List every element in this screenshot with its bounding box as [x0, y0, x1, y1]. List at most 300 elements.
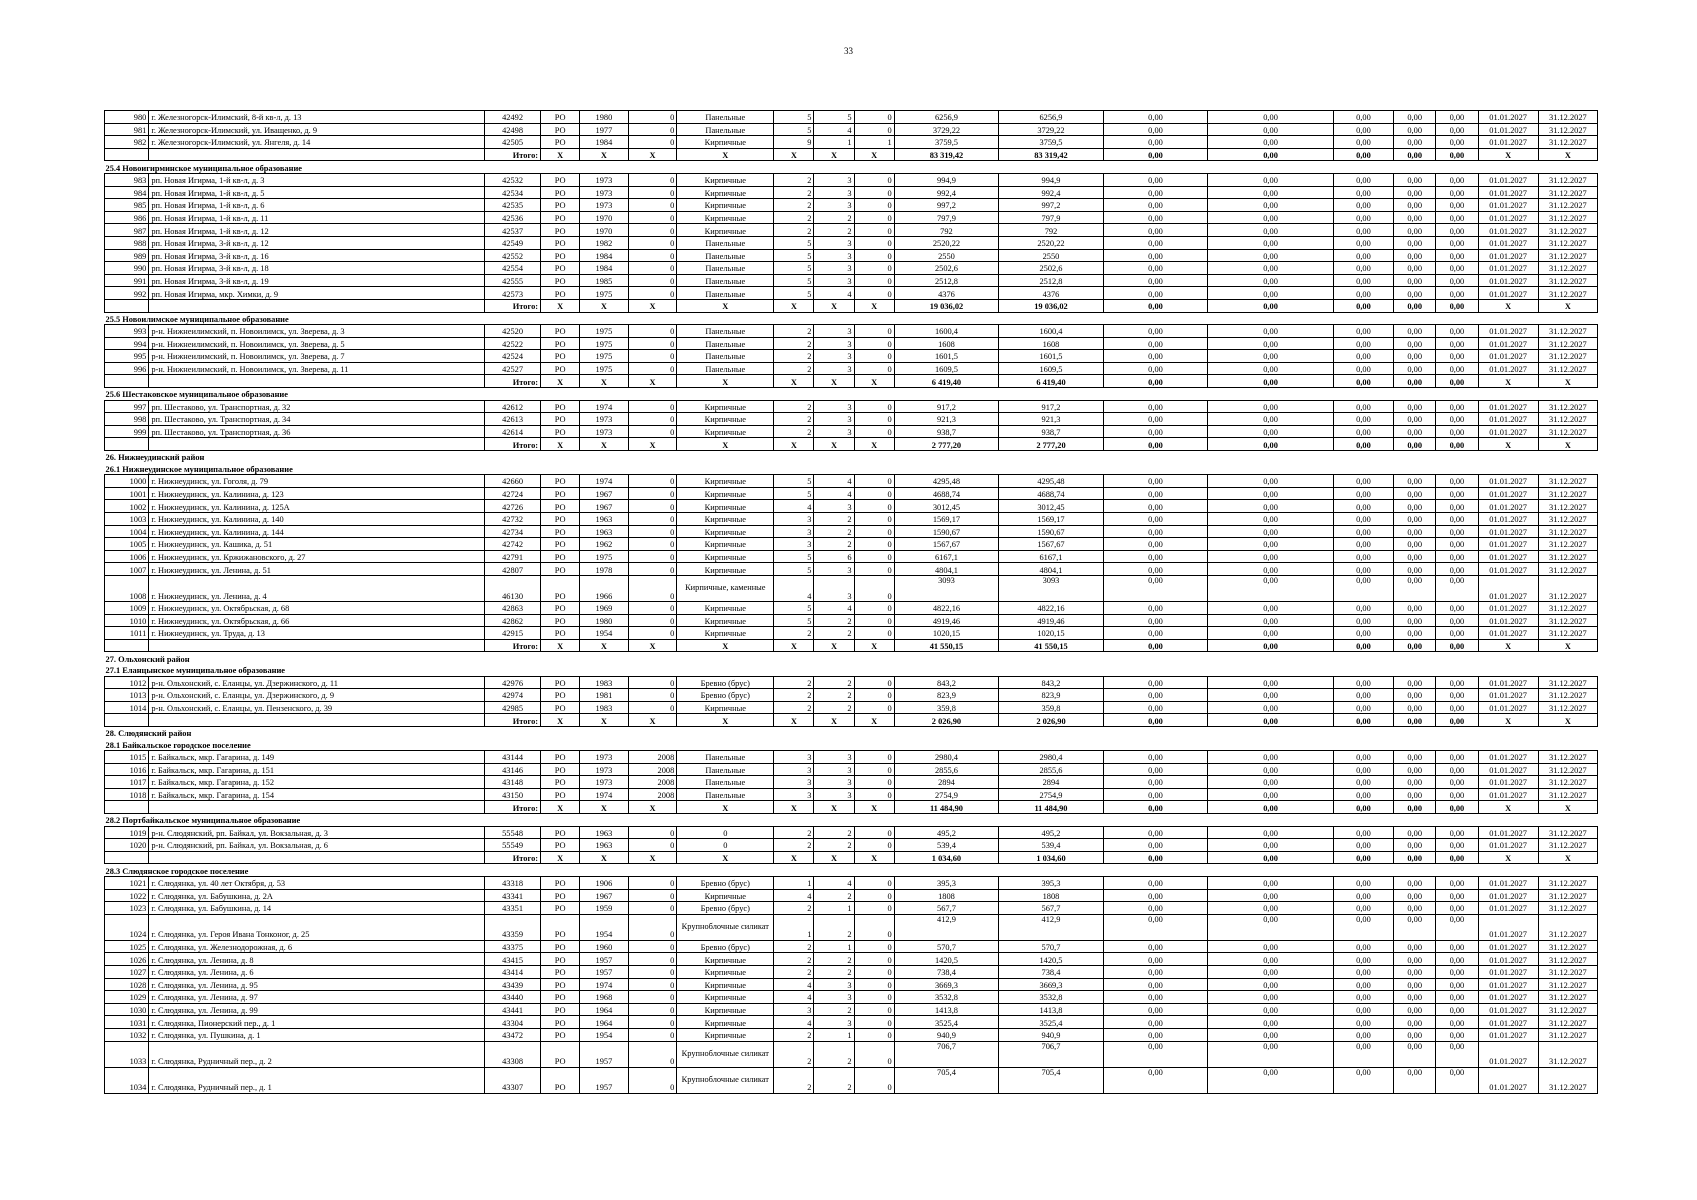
table-cell: 4: [774, 991, 814, 1004]
table-cell: 0,00: [1208, 788, 1334, 801]
table-cell: 0: [854, 287, 894, 300]
table-cell: 0,00: [1394, 186, 1436, 199]
table-cell: 1957: [580, 1041, 629, 1067]
table-cell: 0: [628, 914, 677, 940]
x-mark: Х: [628, 851, 677, 864]
table-row: [105, 614, 1598, 627]
table-cell: 0,00: [1333, 337, 1393, 350]
table-cell: 0,00: [1103, 914, 1208, 940]
table-cell: 0,00: [1436, 475, 1478, 488]
table-cell: 0,00: [1208, 173, 1334, 186]
table-cell: 1969: [580, 601, 629, 614]
table-cell: 1601,5: [894, 350, 999, 363]
table-cell: 0: [628, 538, 677, 551]
table-cell: г. Нижнеудинск, ул. Калинина, д. 144: [149, 525, 485, 538]
x-mark: Х: [1478, 801, 1538, 814]
table-cell: 6: [814, 550, 854, 563]
table-cell: 0,00: [1394, 676, 1436, 689]
table-cell: 1009: [105, 601, 149, 614]
table-cell: 0: [854, 776, 894, 789]
table-cell: г. Нижнеудинск, ул. Калинина, д. 140: [149, 513, 485, 526]
table-row: [105, 236, 1598, 249]
table-cell: 2502,6: [999, 262, 1104, 275]
table-cell: 3012,45: [999, 500, 1104, 513]
table-cell: 42726: [485, 500, 541, 513]
section-header-row: [105, 312, 1598, 325]
x-mark: Х: [541, 375, 580, 388]
table-row: [105, 111, 1598, 124]
table-cell: 0: [854, 788, 894, 801]
table-cell: 0: [628, 978, 677, 991]
table-cell: РО: [541, 689, 580, 702]
table-cell: 0,00: [1394, 877, 1436, 890]
table-cell: Бревно (брус): [677, 689, 774, 702]
table-cell: 0,00: [1103, 877, 1208, 890]
table-cell: 0: [854, 525, 894, 538]
table-cell: 1977: [580, 123, 629, 136]
table-cell: 998: [105, 413, 149, 426]
table-cell: 1970: [580, 224, 629, 237]
table-cell: 0,00: [1333, 325, 1393, 338]
table-cell: 0: [854, 487, 894, 500]
table-cell: 42807: [485, 563, 541, 576]
table-cell: 792: [894, 224, 999, 237]
table-cell: 0,00: [1436, 1016, 1478, 1029]
table-cell: 570,7: [894, 940, 999, 953]
table-cell: 46130: [485, 575, 541, 601]
table-cell: Крупноблочные силикат: [677, 914, 774, 940]
table-cell: 0,00: [1103, 902, 1208, 915]
table-cell: 3669,3: [999, 978, 1104, 991]
table-cell: 0,00: [1394, 627, 1436, 640]
x-mark: Х: [541, 299, 580, 312]
table-cell: 3: [774, 513, 814, 526]
table-cell: РО: [541, 978, 580, 991]
total-value: 0,00: [1333, 375, 1393, 388]
table-cell: 0,00: [1103, 136, 1208, 149]
table-cell: 2894: [999, 776, 1104, 789]
table-cell: 1017: [105, 776, 149, 789]
table-cell: 43304: [485, 1016, 541, 1029]
table-cell: РО: [541, 1028, 580, 1041]
table-cell: 42742: [485, 538, 541, 551]
table-cell: 1981: [580, 689, 629, 702]
table-cell: 0,00: [1208, 776, 1334, 789]
table-cell: 0,00: [1333, 563, 1393, 576]
table-cell: РО: [541, 186, 580, 199]
table-cell: 31.12.2027: [1538, 839, 1597, 852]
x-mark: Х: [541, 438, 580, 451]
table-cell: РО: [541, 224, 580, 237]
table-cell: 1978: [580, 563, 629, 576]
table-cell: 01.01.2027: [1478, 902, 1538, 915]
table-cell: 31.12.2027: [1538, 751, 1597, 764]
table-cell: 42527: [485, 362, 541, 375]
table-cell: 0,00: [1394, 199, 1436, 212]
table-cell: рп. Новая Игирма, 1-й кв-л, д. 3: [149, 173, 485, 186]
total-value: 6 419,40: [999, 375, 1104, 388]
table-cell: Панельные: [677, 751, 774, 764]
total-value: 41 550,15: [999, 639, 1104, 652]
table-cell: 31.12.2027: [1538, 966, 1597, 979]
table-cell: 0: [628, 413, 677, 426]
total-value: 0,00: [1103, 714, 1208, 727]
table-cell: 0,00: [1394, 826, 1436, 839]
table-cell: 0,00: [1333, 627, 1393, 640]
table-cell: 0,00: [1208, 224, 1334, 237]
table-cell: 0: [628, 953, 677, 966]
table-cell: 1022: [105, 889, 149, 902]
table-cell: 0,00: [1208, 953, 1334, 966]
table-cell: 1975: [580, 550, 629, 563]
table-row: [105, 538, 1598, 551]
table-cell: 0: [854, 350, 894, 363]
table-cell: рп. Шестаково, ул. Транспортная, д. 36: [149, 425, 485, 438]
table-cell: 570,7: [999, 940, 1104, 953]
table-cell: 43440: [485, 991, 541, 1004]
table-cell: 2: [774, 1028, 814, 1041]
table-cell: 1006: [105, 550, 149, 563]
table-cell: 0: [628, 136, 677, 149]
total-value: 0,00: [1103, 375, 1208, 388]
table-row: [105, 287, 1598, 300]
x-mark: Х: [1538, 438, 1597, 451]
table-row: [105, 1067, 1598, 1093]
table-cell: 0: [628, 325, 677, 338]
table-cell: 3: [814, 173, 854, 186]
table-cell: г. Нижнеудинск, ул. Октябрьская, д. 68: [149, 601, 485, 614]
table-row: [105, 550, 1598, 563]
table-cell: 2: [774, 362, 814, 375]
total-cell: [149, 148, 485, 161]
table-cell: 0,00: [1436, 788, 1478, 801]
table-cell: 0,00: [1436, 173, 1478, 186]
table-cell: 0: [628, 966, 677, 979]
table-cell: 0: [628, 475, 677, 488]
table-cell: 3: [814, 199, 854, 212]
table-cell: 1002: [105, 500, 149, 513]
table-cell: 0,00: [1394, 413, 1436, 426]
total-value: 0,00: [1394, 375, 1436, 388]
table-cell: 0,00: [1333, 123, 1393, 136]
table-row: [105, 211, 1598, 224]
table-cell: 706,7: [894, 1041, 999, 1067]
table-cell: 0,00: [1394, 614, 1436, 627]
table-row: [105, 400, 1598, 413]
table-row: [105, 413, 1598, 426]
table-cell: 0: [628, 186, 677, 199]
table-cell: Кирпичные, каменные: [677, 575, 774, 601]
table-cell: 0,00: [1436, 287, 1478, 300]
table-cell: 0: [628, 889, 677, 902]
table-cell: 0,00: [1103, 236, 1208, 249]
table-cell: РО: [541, 400, 580, 413]
table-cell: 0,00: [1103, 287, 1208, 300]
table-cell: 0: [854, 1003, 894, 1016]
total-value: 41 550,15: [894, 639, 999, 652]
total-value: 1 034,60: [999, 851, 1104, 864]
table-cell: 31.12.2027: [1538, 400, 1597, 413]
table-cell: 0,00: [1333, 826, 1393, 839]
table-cell: 31.12.2027: [1538, 173, 1597, 186]
table-cell: 3: [814, 362, 854, 375]
table-cell: рп. Шестаково, ул. Транспортная, д. 34: [149, 413, 485, 426]
table-cell: 982: [105, 136, 149, 149]
table-cell: Кирпичные: [677, 136, 774, 149]
table-cell: 5: [774, 487, 814, 500]
table-cell: Панельные: [677, 325, 774, 338]
table-cell: 0,00: [1208, 362, 1334, 375]
x-mark: Х: [677, 714, 774, 727]
table-cell: 1974: [580, 788, 629, 801]
table-cell: 0: [628, 614, 677, 627]
table-cell: 0,00: [1436, 525, 1478, 538]
table-cell: РО: [541, 538, 580, 551]
table-cell: 01.01.2027: [1478, 1003, 1538, 1016]
table-cell: 0: [854, 902, 894, 915]
table-cell: 0,00: [1103, 199, 1208, 212]
table-cell: 2: [774, 211, 814, 224]
total-value: 0,00: [1333, 714, 1393, 727]
table-row: [105, 991, 1598, 1004]
table-cell: 0,00: [1103, 776, 1208, 789]
table-cell: 4: [774, 1016, 814, 1029]
table-cell: 0,00: [1208, 337, 1334, 350]
table-cell: 2512,8: [999, 274, 1104, 287]
table-cell: Кирпичные: [677, 978, 774, 991]
table-cell: 0,00: [1394, 751, 1436, 764]
table-cell: 43375: [485, 940, 541, 953]
table-cell: 938,7: [894, 425, 999, 438]
table-cell: 3: [814, 563, 854, 576]
table-cell: Кирпичные: [677, 966, 774, 979]
total-value: 0,00: [1333, 299, 1393, 312]
table-cell: РО: [541, 287, 580, 300]
table-cell: рп. Новая Игирма, мкр. Химки, д. 9: [149, 287, 485, 300]
table-cell: РО: [541, 914, 580, 940]
table-cell: 0: [854, 940, 894, 953]
table-cell: 2: [814, 627, 854, 640]
table-cell: 0,00: [1436, 966, 1478, 979]
table-cell: 1608: [999, 337, 1104, 350]
table-cell: рп. Шестаково, ул. Транспортная, д. 32: [149, 400, 485, 413]
table-cell: 0,00: [1333, 877, 1393, 890]
table-cell: 01.01.2027: [1478, 826, 1538, 839]
x-mark: Х: [854, 438, 894, 451]
table-cell: 1967: [580, 500, 629, 513]
table-cell: РО: [541, 966, 580, 979]
table-cell: 2: [774, 1067, 814, 1093]
table-cell: 3: [814, 325, 854, 338]
table-cell: 42660: [485, 475, 541, 488]
total-value: 0,00: [1208, 148, 1334, 161]
table-row: [105, 362, 1598, 375]
table-cell: 0: [854, 274, 894, 287]
section-header-row: [105, 726, 1598, 738]
table-cell: Кирпичные: [677, 224, 774, 237]
table-cell: 0,00: [1103, 224, 1208, 237]
table-cell: 01.01.2027: [1478, 889, 1538, 902]
table-cell: 3: [814, 236, 854, 249]
table-cell: 3532,8: [894, 991, 999, 1004]
table-cell: 0,00: [1333, 689, 1393, 702]
total-cell: [105, 299, 149, 312]
table-cell: 0,00: [1333, 538, 1393, 551]
table-cell: 0,00: [1333, 224, 1393, 237]
table-cell: 0,00: [1333, 186, 1393, 199]
x-mark: Х: [1478, 375, 1538, 388]
table-cell: 0: [854, 826, 894, 839]
table-cell: 31.12.2027: [1538, 487, 1597, 500]
table-cell: 31.12.2027: [1538, 701, 1597, 714]
table-cell: 0,00: [1394, 211, 1436, 224]
table-cell: 5: [774, 262, 814, 275]
table-cell: РО: [541, 350, 580, 363]
table-cell: 0,00: [1333, 601, 1393, 614]
total-value: 0,00: [1333, 639, 1393, 652]
table-cell: 797,9: [894, 211, 999, 224]
table-cell: 1018: [105, 788, 149, 801]
table-cell: 4: [814, 877, 854, 890]
table-cell: 01.01.2027: [1478, 211, 1538, 224]
x-mark: Х: [677, 851, 774, 864]
table-cell: 0,00: [1436, 111, 1478, 124]
table-cell: 539,4: [894, 839, 999, 852]
table-cell: 0,00: [1394, 953, 1436, 966]
total-value: 0,00: [1436, 375, 1478, 388]
table-cell: 0,00: [1103, 826, 1208, 839]
table-cell: г. Слюдянка, ул. Ленина, д. 97: [149, 991, 485, 1004]
table-cell: рп. Новая Игирма, 3-й кв-л, д. 18: [149, 262, 485, 275]
section-header: 25.4 Новоигирминское муниципальное образование: [105, 163, 302, 173]
table-cell: 0: [628, 236, 677, 249]
x-mark: Х: [814, 714, 854, 727]
table-cell: 42734: [485, 525, 541, 538]
table-cell: 01.01.2027: [1478, 614, 1538, 627]
table-cell: РО: [541, 627, 580, 640]
table-cell: 42985: [485, 701, 541, 714]
table-cell: 0,00: [1208, 902, 1334, 915]
table-cell: 1: [814, 902, 854, 915]
table-cell: 1983: [580, 701, 629, 714]
table-cell: 0,00: [1394, 362, 1436, 375]
table-cell: 0,00: [1436, 953, 1478, 966]
table-cell: 1973: [580, 425, 629, 438]
table-cell: 0,00: [1436, 1041, 1478, 1067]
x-mark: Х: [628, 148, 677, 161]
table-cell: 31.12.2027: [1538, 776, 1597, 789]
total-value: 83 319,42: [999, 148, 1104, 161]
table-cell: 0,00: [1436, 199, 1478, 212]
table-row: [105, 776, 1598, 789]
table-cell: 0: [854, 1016, 894, 1029]
table-cell: 42552: [485, 249, 541, 262]
table-cell: РО: [541, 839, 580, 852]
table-cell: Кирпичные: [677, 199, 774, 212]
table-cell: 4919,46: [894, 614, 999, 627]
table-cell: 0: [628, 1041, 677, 1067]
table-cell: 01.01.2027: [1478, 500, 1538, 513]
table-cell: РО: [541, 763, 580, 776]
table-cell: 0,00: [1394, 575, 1436, 601]
table-cell: 1013: [105, 689, 149, 702]
table-cell: рп. Новая Игирма, 1-й кв-л, д. 11: [149, 211, 485, 224]
table-cell: 0,00: [1436, 274, 1478, 287]
table-cell: 0,00: [1103, 751, 1208, 764]
table-cell: 0,00: [1103, 563, 1208, 576]
table-cell: 0: [628, 350, 677, 363]
table-cell: 42522: [485, 337, 541, 350]
table-cell: 31.12.2027: [1538, 614, 1597, 627]
table-cell: 1012: [105, 676, 149, 689]
table-cell: 0: [854, 978, 894, 991]
table-cell: 1004: [105, 525, 149, 538]
total-value: 0,00: [1103, 639, 1208, 652]
table-cell: 2: [814, 689, 854, 702]
table-cell: 0,00: [1208, 425, 1334, 438]
table-cell: 0,00: [1436, 350, 1478, 363]
table-cell: 42554: [485, 262, 541, 275]
table-cell: 1967: [580, 889, 629, 902]
table-cell: 0,00: [1208, 914, 1334, 940]
table-cell: 01.01.2027: [1478, 525, 1538, 538]
table-cell: 2550: [999, 249, 1104, 262]
table-cell: 2754,9: [894, 788, 999, 801]
table-cell: 31.12.2027: [1538, 914, 1597, 940]
total-value: 2 777,20: [894, 438, 999, 451]
table-cell: 1963: [580, 525, 629, 538]
table-cell: 0: [628, 262, 677, 275]
x-mark: Х: [628, 801, 677, 814]
table-cell: 01.01.2027: [1478, 763, 1538, 776]
table-cell: 0: [628, 601, 677, 614]
x-mark: Х: [628, 714, 677, 727]
table-cell: 0,00: [1436, 413, 1478, 426]
total-cell: [105, 148, 149, 161]
table-cell: 984: [105, 186, 149, 199]
table-cell: 0,00: [1333, 701, 1393, 714]
table-cell: 0,00: [1333, 487, 1393, 500]
table-cell: 1: [814, 940, 854, 953]
table-cell: 4: [814, 601, 854, 614]
table-cell: 1973: [580, 413, 629, 426]
table-cell: 2855,6: [894, 763, 999, 776]
table-cell: Панельные: [677, 236, 774, 249]
table-cell: 4295,48: [894, 475, 999, 488]
table-cell: р-н. Нижнеилимский, п. Новоилимск, ул. Зверева, д. 7: [149, 350, 485, 363]
table-cell: 1970: [580, 211, 629, 224]
table-cell: 31.12.2027: [1538, 1028, 1597, 1041]
table-cell: 738,4: [894, 966, 999, 979]
table-cell: РО: [541, 337, 580, 350]
total-value: 0,00: [1436, 714, 1478, 727]
table-cell: 4: [814, 475, 854, 488]
table-cell: 01.01.2027: [1478, 689, 1538, 702]
table-cell: 31.12.2027: [1538, 525, 1597, 538]
table-cell: 797,9: [999, 211, 1104, 224]
table-cell: 0: [628, 425, 677, 438]
table-cell: 0: [628, 337, 677, 350]
x-mark: Х: [541, 714, 580, 727]
table-cell: 991: [105, 274, 149, 287]
x-mark: Х: [1538, 801, 1597, 814]
table-cell: 01.01.2027: [1478, 199, 1538, 212]
table-cell: 01.01.2027: [1478, 1016, 1538, 1029]
table-cell: 1033: [105, 1041, 149, 1067]
table-cell: 31.12.2027: [1538, 123, 1597, 136]
table-cell: 0: [854, 751, 894, 764]
x-mark: Х: [1538, 375, 1597, 388]
